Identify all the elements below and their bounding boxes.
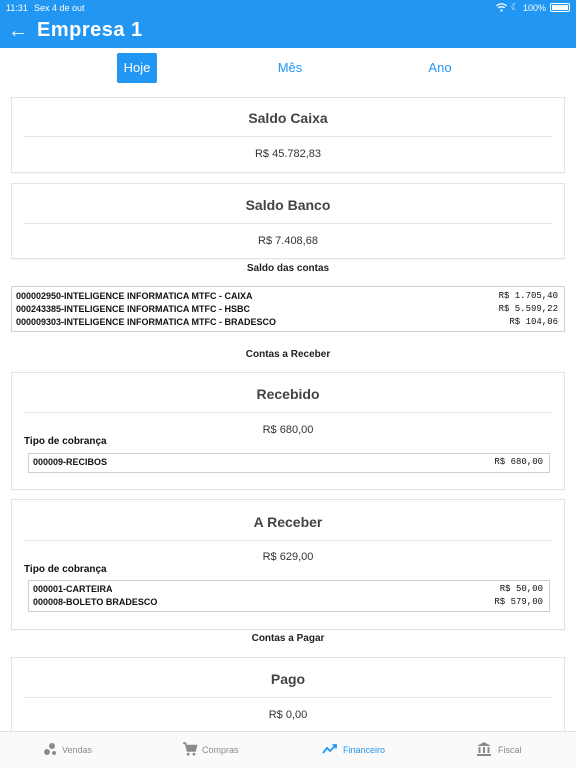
list-item[interactable] [16, 317, 558, 330]
pago-value: R$ 0,00 [268, 709, 308, 721]
recebido-title: Recebido [256, 386, 320, 402]
app-header [0, 16, 576, 48]
battery-icon [550, 3, 570, 12]
nav-compras[interactable] [144, 732, 288, 769]
trend-icon [322, 741, 338, 757]
list-item[interactable] [33, 584, 543, 597]
cobranca-amount: R$ 680,00 [494, 457, 543, 467]
a-receber-title: A Receber [253, 514, 323, 530]
tab-mes[interactable]: Mês [277, 60, 303, 75]
divider [24, 697, 552, 698]
divider [24, 223, 552, 224]
saldo-caixa-card [11, 97, 565, 173]
a-receber-card [11, 499, 565, 630]
pago-card [11, 657, 565, 737]
cobranca-amount: R$ 50,00 [499, 584, 543, 594]
vendas-icon [42, 741, 58, 757]
list-item[interactable] [16, 291, 558, 304]
status-right [496, 2, 570, 13]
list-item[interactable] [16, 304, 558, 317]
saldo-contas-list [11, 286, 565, 332]
account-amount: R$ 5.599,22 [498, 304, 558, 314]
cart-icon [182, 741, 198, 757]
nav-vendas[interactable] [0, 732, 144, 769]
back-arrow-icon[interactable]: ← [8, 20, 28, 42]
tipo-cobranca-label: Tipo de cobrança [24, 436, 107, 447]
saldo-caixa-value: R$ 45.782,83 [254, 148, 322, 160]
cobranca-name: 000009-RECIBOS [33, 457, 108, 467]
nav-fiscal[interactable] [432, 732, 576, 769]
bottom-nav [0, 731, 576, 768]
moon-icon: ☾ [510, 2, 519, 12]
saldo-banco-title: Saldo Banco [245, 197, 331, 213]
account-name: 000002950-INTELIGENCE INFORMATICA MTFC - CAIXA [16, 291, 253, 301]
nav-financeiro[interactable] [288, 732, 432, 769]
nav-label: Fiscal [498, 745, 522, 755]
tab-ano[interactable]: Ano [428, 60, 452, 75]
divider [24, 412, 552, 413]
page-title: Empresa 1 [37, 19, 143, 41]
status-bar [0, 0, 576, 16]
saldo-banco-card [11, 183, 565, 259]
period-tabs [0, 48, 576, 90]
contas-pagar-title: Contas a Pagar [251, 633, 325, 644]
list-item[interactable] [33, 457, 543, 470]
contas-receber-title: Contas a Receber [245, 349, 331, 360]
cobranca-amount: R$ 579,00 [494, 597, 543, 607]
a-receber-list [28, 580, 550, 612]
recebido-value: R$ 680,00 [262, 424, 314, 436]
nav-label: Financeiro [343, 745, 386, 755]
divider [24, 540, 552, 541]
status-time: 11:31 [6, 3, 28, 13]
battery-percent: 100% [522, 2, 546, 13]
status-date: Sex 4 de out [34, 3, 85, 13]
account-name: 000009303-INTELIGENCE INFORMATICA MTFC - BRADESCO [16, 317, 277, 327]
nav-label: Vendas [62, 745, 93, 755]
saldo-contas-title: Saldo das contas [246, 263, 330, 274]
tab-hoje[interactable]: Hoje [117, 53, 157, 83]
saldo-caixa-title: Saldo Caixa [248, 110, 328, 126]
list-item[interactable] [33, 597, 543, 610]
tipo-cobranca-label: Tipo de cobrança [24, 564, 107, 575]
cobranca-name: 000001-CARTEIRA [33, 584, 113, 594]
a-receber-value: R$ 629,00 [262, 551, 314, 563]
bank-icon [476, 741, 492, 757]
account-name: 000243385-INTELIGENCE INFORMATICA MTFC - HSBC [16, 304, 251, 314]
divider [24, 136, 552, 137]
wifi-icon [496, 3, 507, 12]
pago-title: Pago [270, 671, 306, 687]
nav-label: Compras [202, 745, 239, 755]
recebido-card [11, 372, 565, 490]
account-amount: R$ 1.705,40 [498, 291, 558, 301]
saldo-banco-value: R$ 7.408,68 [258, 235, 318, 247]
cobranca-name: 000008-BOLETO BRADESCO [33, 597, 158, 607]
recebido-list [28, 453, 550, 473]
account-amount: R$ 104,06 [509, 317, 558, 327]
